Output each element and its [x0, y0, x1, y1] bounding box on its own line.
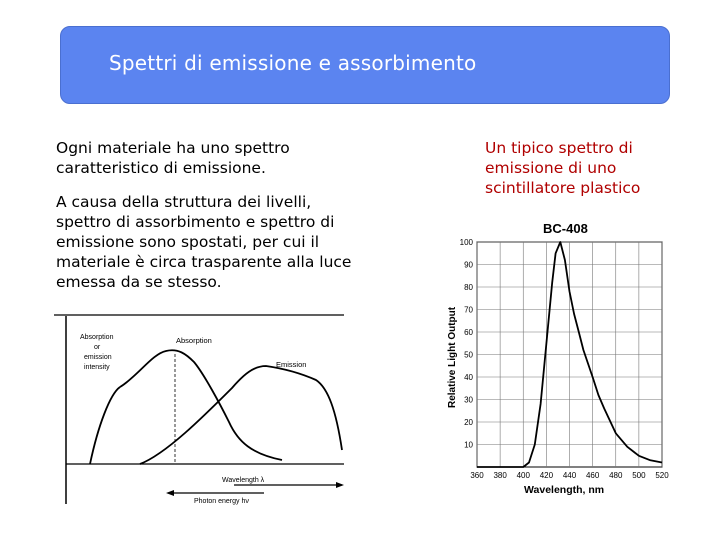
x-tick-label: 520	[655, 471, 669, 480]
spectrum-caption: Un tipico spettro di emissione di uno scintillatore plastico	[485, 139, 641, 197]
x-tick-label: 360	[470, 471, 484, 480]
y-tick-label: 20	[464, 418, 473, 427]
ylabel-line-1: Absorption	[80, 334, 114, 341]
xlabel-wavelength: Wavelength λ	[222, 477, 265, 484]
series-label-emission: Emission	[276, 360, 307, 369]
y-tick-label: 60	[464, 328, 473, 337]
paragraph-emission: Ogni materiale ha uno spettro caratteristico di emissione.	[56, 139, 290, 177]
title-box	[60, 26, 670, 104]
y-tick-label: 30	[464, 395, 473, 405]
chart-tick-labels	[460, 238, 670, 480]
absorption-tail	[90, 387, 120, 464]
y-tick-label: 80	[464, 283, 473, 292]
xlabel-energy: Photon energy hν	[194, 498, 249, 505]
wavelength-arrowhead	[336, 482, 344, 488]
slide-title: Spettri di emissione e assorbimento	[109, 51, 477, 75]
bc408-chart	[437, 212, 667, 500]
x-tick-label: 460	[585, 471, 600, 480]
x-tick-label: 420	[539, 471, 554, 480]
chart-grid	[477, 242, 662, 467]
x-axis-label: Wavelength, nm	[524, 484, 605, 496]
absorption-emission-figure	[54, 314, 346, 504]
y-tick-label: 90	[464, 260, 473, 270]
y-tick-label: 70	[464, 305, 473, 315]
emission-curve	[140, 366, 342, 464]
ylabel-line-2: or	[94, 344, 101, 351]
ylabel-line-4: intensity	[84, 364, 110, 371]
y-tick-label: 50	[464, 350, 473, 360]
x-tick-label: 380	[493, 471, 507, 480]
paragraph-shift: A causa della struttura dei livelli, spettro di assorbimento e spettro di emissione sono spostati, per cui il materiale è circa trasparente alla luce emessa da se stesso.	[56, 193, 352, 291]
y-axis-label: Relative Light Output	[447, 306, 458, 408]
x-tick-label: 440	[562, 471, 577, 480]
series-label-absorption: Absorption	[176, 336, 212, 345]
x-tick-label: 480	[609, 471, 623, 480]
x-tick-label: 500	[632, 471, 646, 480]
ylabel-line-3: emission	[84, 354, 112, 361]
y-tick-label: 40	[464, 373, 473, 382]
chart-title: BC-408	[543, 221, 588, 236]
x-tick-label: 400	[516, 471, 530, 480]
y-tick-label: 10	[464, 440, 473, 450]
y-tick-label: 100	[459, 238, 473, 247]
left-text-block	[56, 138, 356, 306]
energy-arrowhead	[166, 490, 174, 496]
